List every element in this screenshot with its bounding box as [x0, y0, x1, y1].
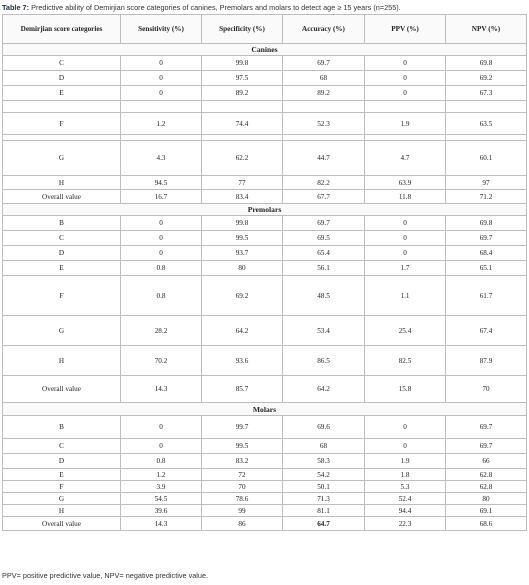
value-cell: 0: [365, 71, 446, 86]
value-cell: 94.5: [121, 176, 202, 190]
value-cell: 16.7: [121, 190, 202, 204]
table-caption: [2, 3, 526, 12]
value-cell: 99.7: [202, 416, 283, 439]
row-label-cell: F: [3, 113, 121, 135]
value-cell: 99.8: [202, 56, 283, 71]
column-header: PPV (%): [365, 15, 446, 44]
value-cell: [446, 101, 527, 113]
value-cell: 69.1: [446, 505, 527, 517]
value-cell: 0: [365, 246, 446, 261]
table-row: [3, 71, 527, 86]
value-cell: 69.6: [283, 416, 365, 439]
table-row: [3, 86, 527, 101]
value-cell: 1.9: [365, 454, 446, 469]
value-cell: 64.2: [202, 316, 283, 346]
table-row: [3, 216, 527, 231]
value-cell: 60.1: [446, 141, 527, 176]
table-label: Table 7:: [2, 3, 30, 12]
column-header: NPV (%): [446, 15, 527, 44]
row-label-cell: H: [3, 176, 121, 190]
value-cell: 14.3: [121, 517, 202, 531]
value-cell: 97.5: [202, 71, 283, 86]
value-cell: 85.7: [202, 376, 283, 403]
value-cell: 62.2: [202, 141, 283, 176]
value-cell: 94.4: [365, 505, 446, 517]
table-row: [3, 141, 527, 176]
value-cell: 1.2: [121, 113, 202, 135]
column-header: Demirjian score categories: [3, 15, 121, 44]
value-cell: 69.7: [283, 216, 365, 231]
value-cell: 53.4: [283, 316, 365, 346]
section-title: Premolars: [3, 204, 527, 216]
value-cell: 15.8: [365, 376, 446, 403]
value-cell: 48.5: [283, 276, 365, 316]
row-label-cell: B: [3, 416, 121, 439]
value-cell: 86: [202, 517, 283, 531]
row-label-cell: H: [3, 505, 121, 517]
table-row: [3, 276, 527, 316]
column-header: Sensitivity (%): [121, 15, 202, 44]
value-cell: 69.7: [446, 439, 527, 454]
row-label-cell: B: [3, 216, 121, 231]
value-cell: 0: [365, 216, 446, 231]
value-cell: 69.2: [446, 71, 527, 86]
value-cell: 28.2: [121, 316, 202, 346]
value-cell: 56.1: [283, 261, 365, 276]
value-cell: 67.3: [446, 86, 527, 101]
value-cell: 82.5: [365, 346, 446, 376]
value-cell: 69.8: [446, 216, 527, 231]
header-row: [3, 15, 527, 44]
value-cell: 64.2: [283, 376, 365, 403]
value-cell: 66: [446, 454, 527, 469]
value-cell: 74.4: [202, 113, 283, 135]
value-cell: 99.8: [202, 216, 283, 231]
value-cell: 4.7: [365, 141, 446, 176]
row-label-cell: Overall value: [3, 517, 121, 531]
value-cell: 1.1: [365, 276, 446, 316]
value-cell: 72: [202, 469, 283, 481]
value-cell: 68: [283, 439, 365, 454]
table-row: [3, 101, 527, 113]
value-cell: 5.3: [365, 481, 446, 493]
value-cell: 70: [446, 376, 527, 403]
row-label-cell: E: [3, 469, 121, 481]
table-row: [3, 246, 527, 261]
value-cell: 0: [121, 416, 202, 439]
section-title: Canines: [3, 44, 527, 56]
value-cell: 1.8: [365, 469, 446, 481]
section-header-row: [3, 204, 527, 216]
value-cell: 99.5: [202, 231, 283, 246]
value-cell: 0: [121, 86, 202, 101]
value-cell: 4.3: [121, 141, 202, 176]
value-cell: 86.5: [283, 346, 365, 376]
value-cell: 87.9: [446, 346, 527, 376]
value-cell: 0: [365, 231, 446, 246]
value-cell: 71.3: [283, 493, 365, 505]
value-cell: 22.3: [365, 517, 446, 531]
value-cell: 82.2: [283, 176, 365, 190]
row-label-cell: D: [3, 454, 121, 469]
value-cell: 63.9: [365, 176, 446, 190]
row-label-cell: C: [3, 56, 121, 71]
value-cell: 11.8: [365, 190, 446, 204]
value-cell: 1.2: [121, 469, 202, 481]
value-cell: 65.4: [283, 246, 365, 261]
value-cell: 52.4: [365, 493, 446, 505]
row-label-cell: H: [3, 346, 121, 376]
value-cell: 0: [365, 416, 446, 439]
value-cell: [202, 101, 283, 113]
row-label-cell: G: [3, 493, 121, 505]
value-cell: 99: [202, 505, 283, 517]
value-cell: [283, 101, 365, 113]
value-cell: 14.3: [121, 376, 202, 403]
value-cell: 68.4: [446, 246, 527, 261]
row-label-cell: Overall value: [3, 190, 121, 204]
row-label-cell: G: [3, 316, 121, 346]
value-cell: 80: [202, 261, 283, 276]
table-row: [3, 113, 527, 135]
row-label-cell: Overall value: [3, 376, 121, 403]
value-cell: 0: [365, 439, 446, 454]
value-cell: 25.4: [365, 316, 446, 346]
section-header-row: [3, 403, 527, 416]
value-cell: 0.8: [121, 276, 202, 316]
row-label-cell: F: [3, 481, 121, 493]
value-cell: 0: [121, 246, 202, 261]
section-title: Molars: [3, 403, 527, 416]
value-cell: 0: [121, 71, 202, 86]
table-row: [3, 469, 527, 481]
value-cell: 0.8: [121, 261, 202, 276]
value-cell: 62.8: [446, 469, 527, 481]
table-row: [3, 231, 527, 246]
value-cell: 61.7: [446, 276, 527, 316]
row-label-cell: C: [3, 439, 121, 454]
table-row: [3, 56, 527, 71]
row-label-cell: D: [3, 246, 121, 261]
value-cell: 0.8: [121, 454, 202, 469]
row-label-cell: F: [3, 276, 121, 316]
value-cell: 1.9: [365, 113, 446, 135]
table-row: [3, 505, 527, 517]
value-cell: 0: [365, 86, 446, 101]
value-cell: 52.3: [283, 113, 365, 135]
table-footnote: PPV= positive predictive value, NPV= negative predictive value.: [2, 571, 209, 580]
value-cell: 69.8: [446, 56, 527, 71]
value-cell: 0: [121, 231, 202, 246]
table-row: [3, 517, 527, 531]
value-cell: 71.2: [446, 190, 527, 204]
value-cell: 0: [121, 56, 202, 71]
row-label-cell: D: [3, 71, 121, 86]
row-label-cell: C: [3, 231, 121, 246]
value-cell: 93.7: [202, 246, 283, 261]
section-header-row: [3, 44, 527, 56]
table-row: [3, 416, 527, 439]
value-cell: 99.5: [202, 439, 283, 454]
column-header: Specificity (%): [202, 15, 283, 44]
table-row: [3, 190, 527, 204]
table-row: [3, 481, 527, 493]
value-cell: 58.3: [283, 454, 365, 469]
table-row: [3, 439, 527, 454]
value-cell: 63.5: [446, 113, 527, 135]
value-cell: 1.7: [365, 261, 446, 276]
value-cell: 80: [446, 493, 527, 505]
value-cell: 68: [283, 71, 365, 86]
value-cell: 89.2: [283, 86, 365, 101]
row-label-cell: E: [3, 261, 121, 276]
table-row: [3, 316, 527, 346]
value-cell: 70: [202, 481, 283, 493]
value-cell: 44.7: [283, 141, 365, 176]
value-cell: 62.8: [446, 481, 527, 493]
value-cell: 0: [121, 439, 202, 454]
table-row: [3, 493, 527, 505]
value-cell: 65.1: [446, 261, 527, 276]
value-cell: 78.6: [202, 493, 283, 505]
row-label-cell: [3, 101, 121, 113]
value-cell: 0: [121, 216, 202, 231]
value-cell: 0: [365, 56, 446, 71]
value-cell: 93.6: [202, 346, 283, 376]
table-row: [3, 376, 527, 403]
value-cell: 83.2: [202, 454, 283, 469]
value-cell: 68.6: [446, 517, 527, 531]
value-cell: 69.7: [446, 416, 527, 439]
value-cell: 67.7: [283, 190, 365, 204]
value-cell: 3.9: [121, 481, 202, 493]
value-cell: 64.7: [283, 517, 365, 531]
table-row: [3, 261, 527, 276]
value-cell: 97: [446, 176, 527, 190]
table-row: [3, 176, 527, 190]
value-cell: 70.2: [121, 346, 202, 376]
value-cell: 83.4: [202, 190, 283, 204]
value-cell: 54.5: [121, 493, 202, 505]
value-cell: 67.4: [446, 316, 527, 346]
value-cell: 81.1: [283, 505, 365, 517]
table-body: [3, 44, 527, 531]
table-title: Predictive ability of Demirjian score categories of canines, Premolars and molars to detect age ≥ 15 years (n=255).: [31, 3, 401, 12]
value-cell: 50.1: [283, 481, 365, 493]
value-cell: 39.6: [121, 505, 202, 517]
value-cell: 69.7: [446, 231, 527, 246]
table-row: [3, 454, 527, 469]
row-label-cell: E: [3, 86, 121, 101]
value-cell: [121, 101, 202, 113]
value-cell: 54.2: [283, 469, 365, 481]
table-row: [3, 346, 527, 376]
value-cell: 69.5: [283, 231, 365, 246]
value-cell: 69.7: [283, 56, 365, 71]
value-cell: 77: [202, 176, 283, 190]
value-cell: 69.2: [202, 276, 283, 316]
value-cell: [365, 101, 446, 113]
value-cell: 89.2: [202, 86, 283, 101]
column-header: Accuracy (%): [283, 15, 365, 44]
predictive-ability-table: [2, 14, 527, 531]
row-label-cell: G: [3, 141, 121, 176]
